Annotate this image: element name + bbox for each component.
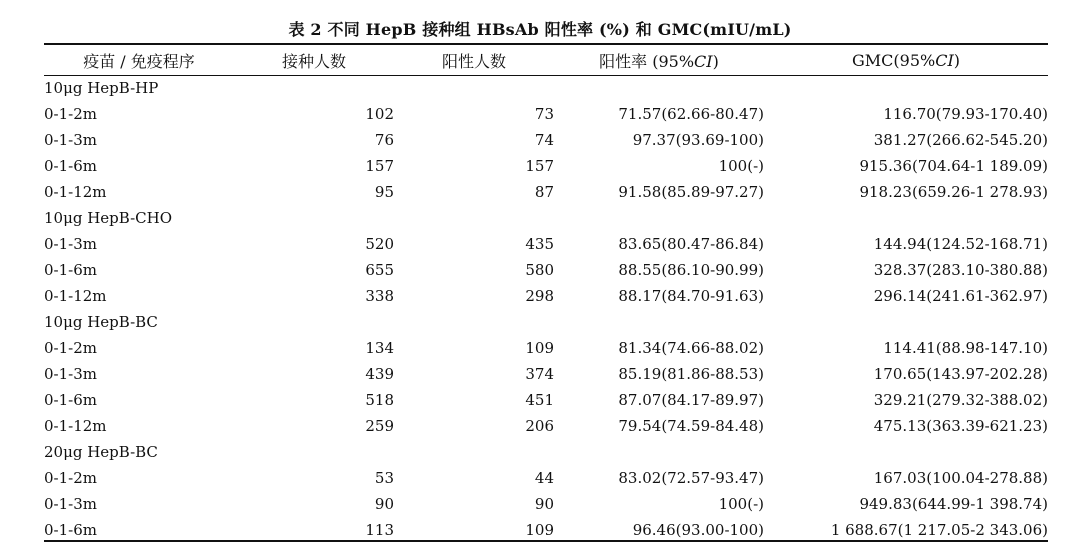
positive-cell: 74 <box>534 131 554 149</box>
schedule-cell: 0-1-12m <box>44 287 107 305</box>
header-inoculated: 接种人数 <box>281 51 346 71</box>
group-label: 10μg HepB-BC <box>44 313 158 331</box>
group-row <box>44 439 1048 465</box>
positive-cell: 435 <box>525 235 554 253</box>
gmc-cell: 116.70(79.93-170.40) <box>883 105 1048 123</box>
inoculated-cell: 102 <box>365 105 394 123</box>
inoculated-cell: 90 <box>374 495 394 513</box>
gmc-cell: 144.94(124.52-168.71) <box>873 235 1048 253</box>
table-row <box>44 101 1048 127</box>
schedule-cell: 0-1-3m <box>44 235 97 253</box>
header-gmc-prefix: GMC(95% <box>851 50 936 70</box>
header-rate-prefix: 阳性率 (95% <box>599 51 695 71</box>
gmc-cell: 475.13(363.39-621.23) <box>873 417 1048 435</box>
group-row <box>44 75 1048 101</box>
schedule-cell: 0-1-3m <box>44 495 97 513</box>
positive-cell: 580 <box>525 261 554 279</box>
positive-cell: 73 <box>534 105 554 123</box>
table-row <box>44 361 1048 387</box>
positive-cell: 451 <box>525 391 554 409</box>
positive-rate-cell: 88.17(84.70-91.63) <box>618 287 764 305</box>
schedule-cell: 0-1-6m <box>44 391 97 409</box>
positive-cell: 298 <box>525 287 554 305</box>
positive-rate-cell: 85.19(81.86-88.53) <box>618 365 764 383</box>
inoculated-cell: 134 <box>365 339 394 357</box>
table-row <box>44 179 1048 205</box>
header-gmc <box>764 45 1048 75</box>
group-row <box>44 205 1048 231</box>
group-label: 20μg HepB-BC <box>44 443 158 461</box>
table-title: 表 2 不同 HepB 接种组 HBsAb 阳性率 (%) 和 GMC(mIU/mL) <box>288 20 792 39</box>
group-label: 10μg HepB-HP <box>44 79 159 97</box>
table-row <box>44 257 1048 283</box>
inoculated-cell: 338 <box>365 287 394 305</box>
positive-cell: 90 <box>534 495 554 513</box>
inoculated-cell: 113 <box>365 521 394 539</box>
schedule-cell: 0-1-6m <box>44 157 97 175</box>
results-table <box>44 45 1048 543</box>
gmc-cell: 329.21(279.32-388.02) <box>873 391 1048 409</box>
header-gmc-suffix: ) <box>953 50 961 70</box>
inoculated-cell: 259 <box>365 417 394 435</box>
table-row <box>44 231 1048 257</box>
schedule-cell: 0-1-2m <box>44 105 97 123</box>
schedule-cell: 0-1-6m <box>44 521 97 539</box>
table-row <box>44 491 1048 517</box>
positive-rate-cell: 88.55(86.10-90.99) <box>618 261 764 279</box>
inoculated-cell: 518 <box>365 391 394 409</box>
inoculated-cell: 655 <box>365 261 394 279</box>
table-row <box>44 127 1048 153</box>
positive-rate-cell: 71.57(62.66-80.47) <box>618 105 764 123</box>
positive-cell: 87 <box>534 183 554 201</box>
header-rate-suffix: ) <box>712 51 719 71</box>
header-gmc-ci: CI <box>935 50 954 70</box>
inoculated-cell: 520 <box>365 235 394 253</box>
table-body <box>44 75 1048 543</box>
table-header <box>44 45 1048 75</box>
positive-rate-cell: 81.34(74.66-88.02) <box>618 339 764 357</box>
schedule-cell: 0-1-12m <box>44 183 107 201</box>
gmc-cell: 114.41(88.98-147.10) <box>883 339 1048 357</box>
schedule-cell: 0-1-3m <box>44 365 97 383</box>
group-row <box>44 309 1048 335</box>
table-row <box>44 283 1048 309</box>
header-row <box>44 45 1048 75</box>
inoculated-cell: 439 <box>365 365 394 383</box>
positive-cell: 157 <box>525 157 554 175</box>
table-row <box>44 153 1048 179</box>
table-row <box>44 335 1048 361</box>
gmc-cell: 170.65(143.97-202.28) <box>873 365 1048 383</box>
positive-rate-cell: 100(-) <box>718 495 764 513</box>
positive-rate-cell: 91.58(85.89-97.27) <box>618 183 764 201</box>
table-row <box>44 413 1048 439</box>
schedule-cell: 0-1-12m <box>44 417 107 435</box>
schedule-cell: 0-1-6m <box>44 261 97 279</box>
positive-rate-cell: 83.65(80.47-86.84) <box>618 235 764 253</box>
gmc-cell: 167.03(100.04-278.88) <box>873 469 1048 487</box>
positive-rate-cell: 83.02(72.57-93.47) <box>618 469 764 487</box>
table-row <box>44 465 1048 491</box>
positive-cell: 374 <box>525 365 554 383</box>
gmc-cell: 1 688.67(1 217.05-2 343.06) <box>830 521 1048 539</box>
header-regimen: 疫苗 / 免疫程序 <box>83 51 195 71</box>
inoculated-cell: 53 <box>374 469 394 487</box>
positive-cell: 206 <box>525 417 554 435</box>
positive-cell: 44 <box>534 469 554 487</box>
gmc-cell: 918.23(659.26-1 278.93) <box>859 183 1048 201</box>
inoculated-cell: 76 <box>374 131 394 149</box>
schedule-cell: 0-1-2m <box>44 339 97 357</box>
schedule-cell: 0-1-2m <box>44 469 97 487</box>
table-row <box>44 517 1048 543</box>
positive-cell: 109 <box>525 339 554 357</box>
gmc-cell: 328.37(283.10-380.88) <box>873 261 1048 279</box>
positive-rate-cell: 96.46(93.00-100) <box>632 521 764 539</box>
header-rate-ci: CI <box>694 51 713 71</box>
gmc-cell: 949.83(644.99-1 398.74) <box>859 495 1048 513</box>
inoculated-cell: 157 <box>365 157 394 175</box>
gmc-cell: 915.36(704.64-1 189.09) <box>859 157 1048 175</box>
group-label: 10μg HepB-CHO <box>44 209 172 227</box>
positive-rate-cell: 79.54(74.59-84.48) <box>618 417 764 435</box>
positive-rate-cell: 97.37(93.69-100) <box>632 131 764 149</box>
header-positive: 阳性人数 <box>441 51 506 71</box>
gmc-cell: 381.27(266.62-545.20) <box>873 131 1048 149</box>
schedule-cell: 0-1-3m <box>44 131 97 149</box>
gmc-cell: 296.14(241.61-362.97) <box>873 287 1048 305</box>
positive-rate-cell: 87.07(84.17-89.97) <box>618 391 764 409</box>
inoculated-cell: 95 <box>374 183 394 201</box>
header-positive-rate <box>554 45 764 75</box>
positive-cell: 109 <box>525 521 554 539</box>
table-row <box>44 387 1048 413</box>
positive-rate-cell: 100(-) <box>718 157 764 175</box>
